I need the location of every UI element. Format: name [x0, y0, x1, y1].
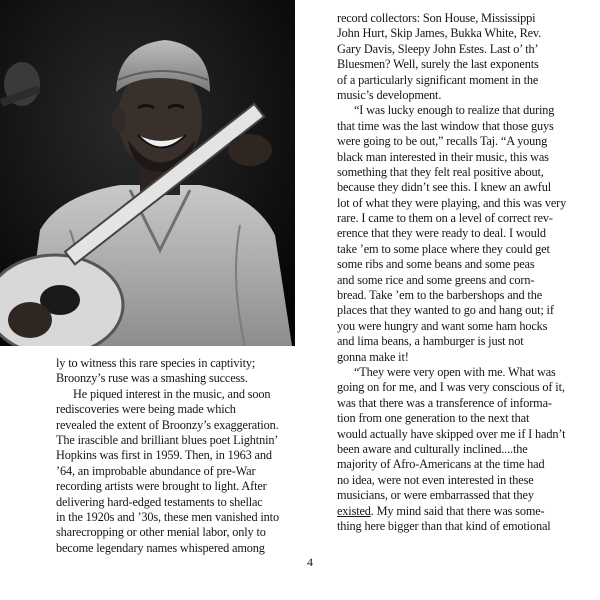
right-line-33-rest: . My mind said that there was some-: [370, 503, 545, 518]
right-line-25: going on for me, and I was very conscious of it,: [337, 380, 565, 395]
right-line-19: bread. Take ’em to the barbershops and the: [337, 288, 542, 303]
photo-illustration: [0, 0, 295, 346]
right-line-23: gonna make it!: [337, 349, 409, 364]
right-line-24: “They were very open with me. What was: [354, 364, 556, 379]
right-line-15: erence that they were ready to deal. I would: [337, 226, 546, 241]
right-line-31: no idea, were not even interested in these: [337, 472, 534, 487]
right-line-21: you were hungry and want some ham hocks: [337, 318, 548, 333]
right-line-3: Gary Davis, Sleepy John Estes. Last o’ th’: [337, 41, 539, 56]
right-line-29: been aware and culturally inclined....the: [337, 441, 528, 456]
left-line-3: He piqued interest in the music, and soon: [73, 386, 271, 401]
right-line-17: some ribs and some beans and some peas: [337, 257, 535, 272]
right-line-34: thing here bigger than that kind of emotional: [337, 518, 551, 533]
left-line-2: Broonzy’s ruse was a smashing success.: [56, 371, 248, 386]
right-line-9: were going to be out,” recalls Taj. “A young: [337, 134, 548, 149]
right-line-12: because they didn’t see this. I knew an awful: [337, 180, 551, 195]
right-line-30: majority of Afro-Americans at the time had: [337, 457, 545, 472]
left-text-column: [56, 356, 290, 556]
right-line-6: music’s development.: [337, 87, 442, 102]
right-line-32: musicians, or were embarrassed that they: [337, 488, 534, 503]
left-line-12: sharecropping or other menial labor, only to: [56, 525, 266, 540]
right-line-27: tion from one generation to the next that: [337, 411, 530, 426]
right-line-13: lot of what they were playing, and this was very: [337, 195, 567, 210]
left-line-9: recording artists were brought to light. After: [56, 479, 267, 494]
left-line-13: become legendary names whispered among: [56, 540, 265, 555]
right-line-14: rare. I came to them on a level of correct rev-: [337, 211, 553, 226]
left-line-11: in the 1920s and ’30s, these men vanished into: [56, 509, 279, 524]
left-line-5: revealed the extent of Broonzy’s exaggeration.: [56, 417, 279, 432]
left-line-4: rediscoveries were being made which: [56, 402, 236, 417]
left-line-7: Hopkins was first in 1959. Then, in 1963 and: [56, 448, 272, 463]
right-text-column: [337, 11, 587, 534]
right-line-28: would actually have skipped over me if I hadn’t: [337, 426, 566, 441]
right-line-20: places that they wanted to go and hang out; if: [337, 303, 554, 318]
right-line-22: and lima beans, a hamburger is just not: [337, 334, 524, 349]
right-line-11: something that they felt real positive about,: [337, 164, 544, 179]
right-line-4: Bluesmen? Well, surely the last exponents: [337, 57, 539, 72]
right-line-10: black man interested in their music, this was: [337, 149, 549, 164]
left-line-10: delivering hard-edged testaments to shellac: [56, 494, 263, 509]
left-line-8: ’64, an improbable abundance of pre-War: [56, 463, 256, 478]
page-number: 4: [307, 555, 313, 569]
right-line-7: “I was lucky enough to realize that during: [354, 103, 555, 118]
right-line-8: that time was the last window that those guys: [337, 118, 554, 133]
right-line-1: record collectors: Son House, Mississippi: [337, 11, 536, 25]
left-line-1: ly to witness this rare species in captivity;: [56, 356, 256, 370]
left-line-6: The irascible and brilliant blues poet Lightnin’: [56, 432, 279, 447]
right-line-5: of a particularly significant moment in the: [337, 72, 539, 87]
right-line-2: John Hurt, Skip James, Bukka White, Rev.: [337, 26, 542, 41]
emphasized-word: existed: [337, 503, 371, 518]
right-line-33: [337, 504, 587, 519]
right-line-26: was that there was a transference of informa-: [337, 395, 552, 410]
right-line-16: take ’em to some place where they could get: [337, 241, 550, 256]
right-line-18: and some rice and some greens and corn-: [337, 272, 535, 287]
musician-photo: [0, 0, 295, 346]
